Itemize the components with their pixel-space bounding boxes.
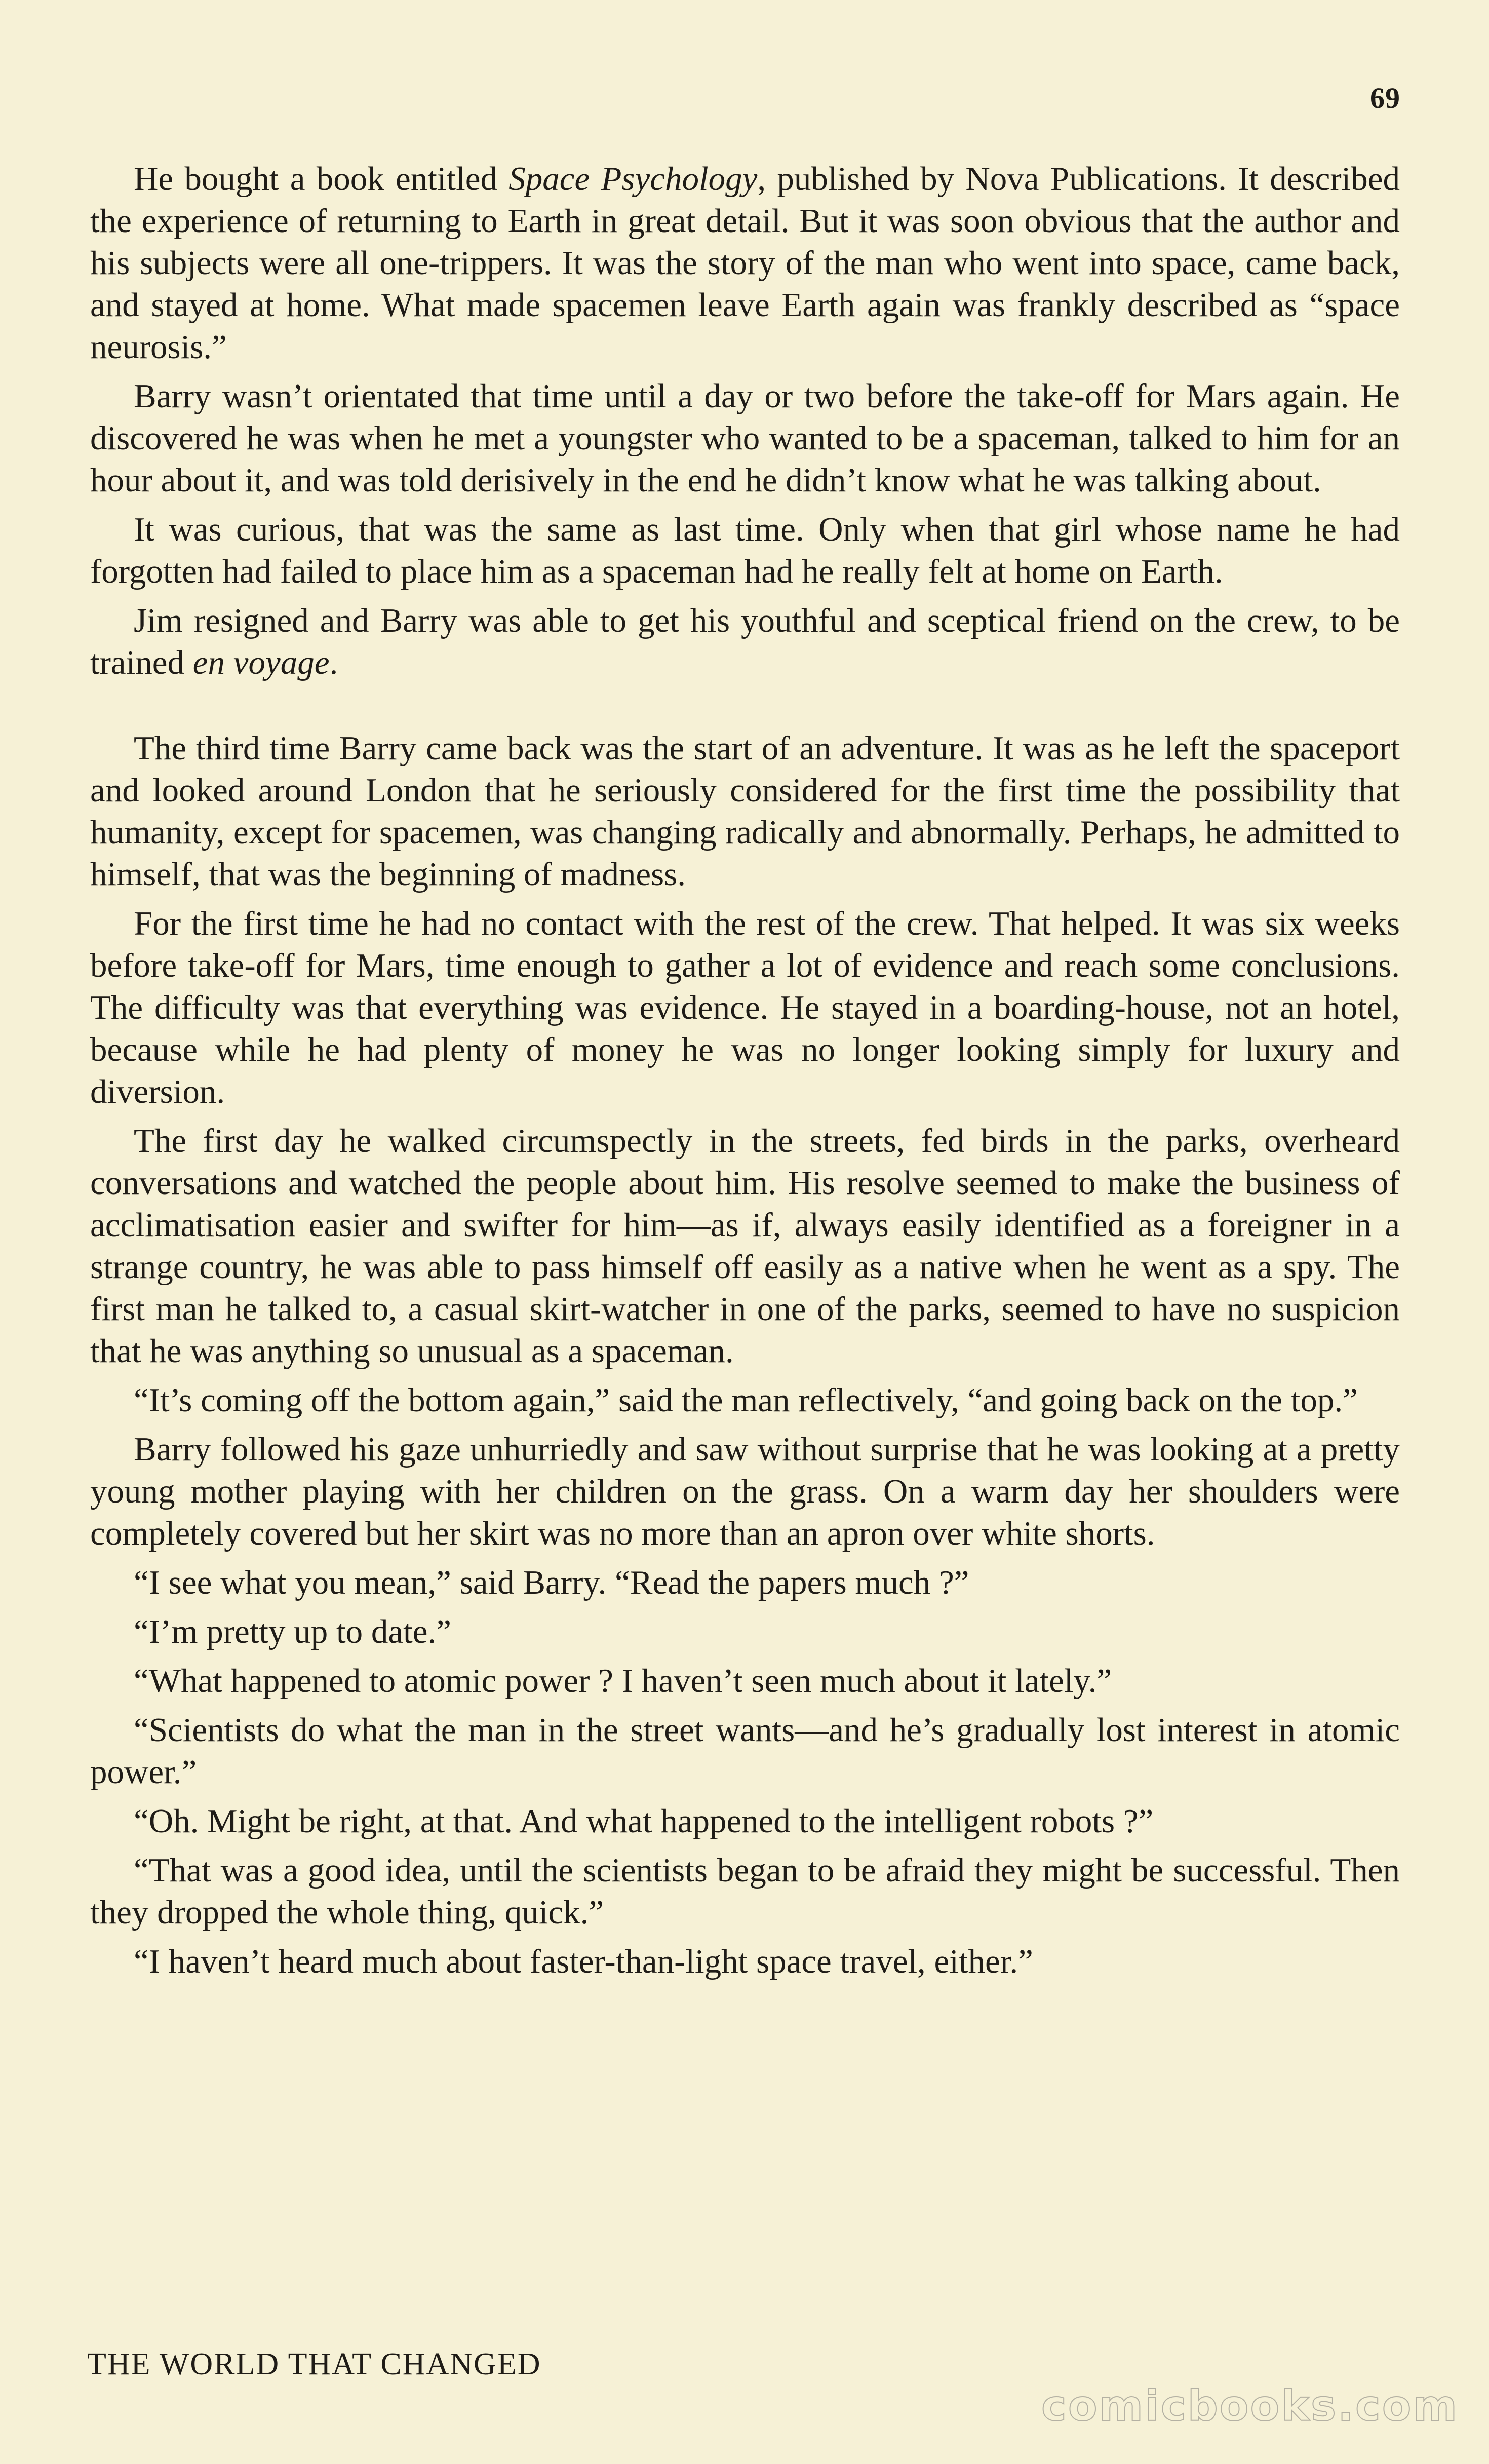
paragraph	[90, 1429, 1400, 1555]
watermark: comicbooks.com	[1041, 2381, 1459, 2431]
paragraph	[90, 1850, 1400, 1934]
paragraph	[90, 1660, 1400, 1702]
text-run: The third time Barry came back was the start of an adventure. It was as he left the spaceport and looked around London that he seriously considered for the first time the possibility that humanity, except for spacemen, was changing radically and abnormally. Perhaps, he admitted to himself, that was the beginning of madness.	[90, 729, 1400, 893]
text-run: “I’m pretty up to date.”	[134, 1613, 451, 1650]
text-run: Jim resigned and Barry was able to get his youthful and sceptical friend on the crew, to be trained	[90, 602, 1400, 681]
text-run: , published by Nova Publications. It described the experience of returning to Earth in great detail. But it was soon obvious that the author and his subjects were all one-trippers. It was the story of the man who went into space, came back, and stayed at home. What made spacemen leave Earth again was frankly described as “space neurosis.”	[90, 160, 1400, 366]
text-run: The first day he walked circumspectly in the streets, fed birds in the parks, overheard conversations and watched the people about him. His resolve seemed to make the business of acclimatisation easier and swifter for him—as if, always easily identified as a foreigner in a strange country, he was able to pass himself off easily as a native when he went as a spy. The first man he talked to, a casual skirt-watcher in one of the parks, seemed to have no suspicion that he was anything so unusual as a spaceman.	[90, 1122, 1400, 1370]
section-2	[90, 727, 1400, 1983]
text-run: “What happened to atomic power ? I haven’t seen much about it lately.”	[134, 1662, 1112, 1700]
paragraph	[90, 158, 1400, 368]
paragraph	[90, 1709, 1400, 1793]
text-run: Barry followed his gaze unhurriedly and saw without surprise that he was looking at a pretty young mother playing with her children on the grass. On a warm day her shoulders were completely covered but her skirt was no more than an apron over white shorts.	[90, 1431, 1400, 1552]
paragraph	[90, 600, 1400, 684]
page-number: 69	[1370, 82, 1400, 114]
story-text	[90, 158, 1400, 1990]
paragraph	[90, 1562, 1400, 1604]
text-run: “Scientists do what the man in the street wants—and he’s gradually lost interest in atomic power.”	[90, 1711, 1400, 1791]
paragraph	[90, 903, 1400, 1113]
paragraph	[90, 1611, 1400, 1653]
paragraph	[90, 727, 1400, 896]
paragraph	[90, 1800, 1400, 1842]
paragraph	[90, 509, 1400, 593]
text-run: “That was a good idea, until the scientists began to be afraid they might be successful. Then they dropped the whole thing, quick.”	[90, 1852, 1400, 1931]
running-footer-title: THE WORLD THAT CHANGED	[87, 2347, 541, 2381]
text-run: It was curious, that was the same as last time. Only when that girl whose name he had forgotten had failed to place him as a spaceman had he really felt at home on Earth.	[90, 511, 1400, 590]
italic-text: Space Psychology	[508, 160, 758, 198]
text-run: “I see what you mean,” said Barry. “Read the papers much ?”	[134, 1564, 969, 1601]
text-run: .	[329, 644, 338, 681]
text-run: “I haven’t heard much about faster-than-light space travel, either.”	[134, 1943, 1033, 1980]
italic-text: en voyage	[192, 644, 330, 681]
paragraph	[90, 1941, 1400, 1983]
paragraph	[90, 1379, 1400, 1421]
paragraph	[90, 1120, 1400, 1372]
paragraph	[90, 375, 1400, 502]
text-run: Barry wasn’t orientated that time until a day or two before the take-off for Mars again. He discovered he was when he met a youngster who wanted to be a spaceman, talked to him for an hour about it, and was told derisively in the end he didn’t know what he was talking about.	[90, 377, 1400, 499]
text-run: “It’s coming off the bottom again,” said the man reflectively, “and going back on the top.”	[134, 1381, 1358, 1419]
text-run: For the first time he had no contact with the rest of the crew. That helped. It was six weeks before take-off for Mars, time enough to gather a lot of evidence and reach some conclusions. The difficulty was that everything was evidence. He stayed in a boarding-house, not an hotel, because while he had plenty of money he was no longer looking simply for luxury and diversion.	[90, 905, 1400, 1110]
text-run: “Oh. Might be right, at that. And what happened to the intelligent robots ?”	[134, 1802, 1154, 1840]
section-1	[90, 158, 1400, 684]
text-run: He bought a book entitled	[134, 160, 509, 198]
